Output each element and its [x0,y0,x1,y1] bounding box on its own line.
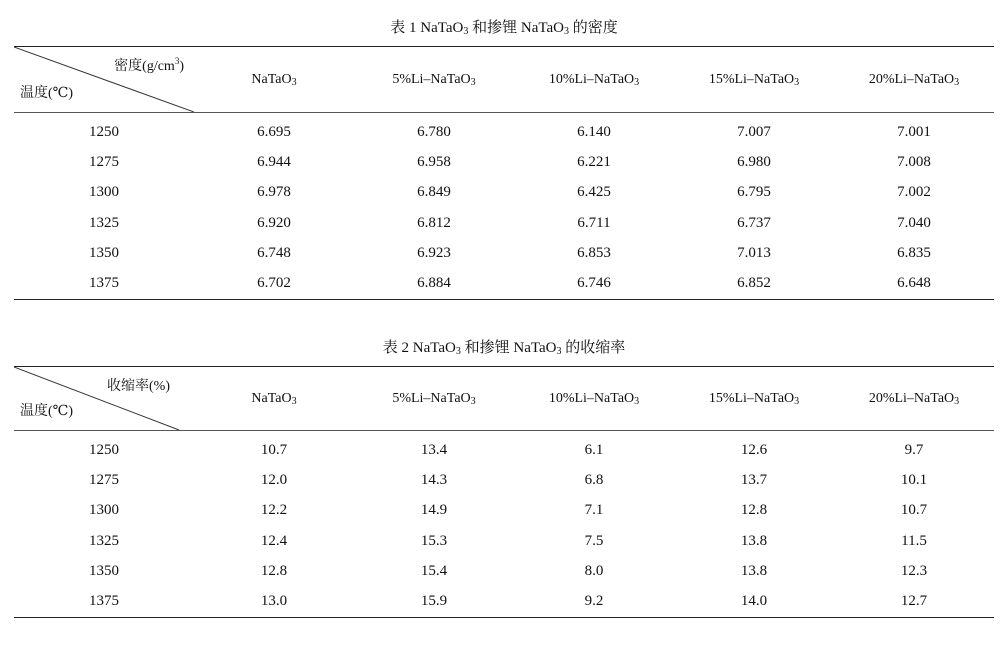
caption-text: 和掺锂 NaTaO [460,340,557,356]
caption-subscript: 3 [563,26,569,37]
header-text: 5%Li–NaTaO [392,71,471,87]
value-cell: 12.3 [900,562,928,579]
value-cell: 9.7 [904,441,924,458]
table-row [14,113,994,148]
column-header [354,367,514,431]
value-cell: 7.040 [897,214,931,231]
header-subscript: 3 [794,395,800,407]
value-cell: 7.013 [737,244,771,261]
value-cell: 6.711 [577,214,611,231]
value-cell: 6.853 [577,244,611,261]
header-subscript: 3 [291,395,297,407]
value-cell: 6.8 [584,471,604,488]
table-row [14,556,994,586]
value-cell: 6.884 [417,275,451,292]
value-cell: 6.695 [257,123,291,140]
value-cell: 15.4 [420,562,448,579]
table-row [14,465,994,495]
caption-subscript: 3 [455,346,461,357]
table-header-row [14,47,994,113]
temperature-cell: 1300 [89,184,119,201]
column-header [514,367,674,431]
label-text: 密度(g/cm [114,59,175,74]
header-text: 10%Li–NaTaO [548,71,635,87]
table-header-row [14,367,994,431]
value-cell: 12.6 [740,441,768,458]
caption-subscript: 3 [463,26,469,37]
temperature-cell: 1250 [89,441,119,458]
header-subscript: 3 [470,76,476,88]
temperature-cell: 1275 [89,153,119,170]
value-cell: 6.737 [737,214,771,231]
value-cell: 15.9 [420,593,448,610]
row-axis-label: 温度(℃) [20,404,73,419]
caption-text: 的密度 [568,20,618,36]
value-cell: 6.780 [417,123,451,140]
value-cell: 13.8 [740,532,768,549]
table-row [14,496,994,526]
table-row [14,431,994,466]
temperature-cell: 1275 [89,471,119,488]
value-cell: 6.795 [737,184,771,201]
column-axis-label [114,55,184,75]
column-header [834,47,994,113]
temperature-cell: 1250 [89,123,119,140]
temperature-cell: 1375 [89,593,119,610]
value-cell: 12.2 [260,502,288,519]
caption-text: 和掺锂 NaTaO [468,20,564,36]
column-header [674,367,834,431]
value-cell: 7.1 [584,502,604,519]
caption-text: 的收缩率 [561,340,626,356]
temperature-cell: 1325 [89,532,119,549]
header-subscript: 3 [794,76,800,88]
value-cell: 13.8 [740,562,768,579]
value-cell: 13.7 [740,471,768,488]
header-text: 20%Li–NaTaO [868,390,955,406]
value-cell: 6.1 [584,441,604,458]
value-cell: 13.0 [260,593,288,610]
value-cell: 6.944 [257,153,291,170]
value-cell: 6.140 [577,123,611,140]
density-table-block [14,10,994,300]
value-cell: 7.008 [897,153,931,170]
table-row [14,586,994,617]
density-table [14,46,994,300]
value-cell: 14.3 [420,471,448,488]
value-cell: 6.920 [257,214,291,231]
temperature-cell: 1325 [89,214,119,231]
value-cell: 6.958 [417,153,451,170]
column-header [674,47,834,113]
shrinkage-table [14,366,994,618]
value-cell: 9.2 [584,593,604,610]
value-cell: 12.8 [740,502,768,519]
shrinkage-table-block [14,330,994,618]
value-cell: 7.5 [584,532,604,549]
temperature-cell: 1350 [89,562,119,579]
header-subscript: 3 [291,76,297,88]
column-header [834,367,994,431]
table-row [14,526,994,556]
value-cell: 6.746 [577,275,611,292]
value-cell: 11.5 [901,532,927,549]
table-caption [14,330,994,366]
value-cell: 6.835 [897,244,931,261]
table-row [14,208,994,238]
table-row [14,268,994,299]
temperature-cell: 1300 [89,502,119,519]
row-axis-label: 温度(℃) [20,86,73,101]
temperature-cell: 1350 [89,244,119,261]
column-header [514,47,674,113]
value-cell: 12.8 [260,562,288,579]
value-cell: 6.221 [577,153,611,170]
column-header [354,47,514,113]
caption-text: 表 1 NaTaO [390,20,464,36]
value-cell: 6.812 [417,214,451,231]
column-axis-label: 收缩率(%) [107,379,170,394]
value-cell: 12.4 [260,532,288,549]
header-subscript: 3 [954,395,960,407]
value-cell: 6.980 [737,153,771,170]
value-cell: 6.849 [417,184,451,201]
header-text: 15%Li–NaTaO [708,71,795,87]
header-subscript: 3 [954,76,960,88]
value-cell: 10.7 [900,502,928,519]
label-superscript: 3 [174,56,180,66]
caption-subscript: 3 [556,346,562,357]
value-cell: 6.978 [257,184,291,201]
header-text: NaTaO [251,390,292,406]
header-text: NaTaO [251,71,292,87]
table-row [14,147,994,177]
value-cell: 14.9 [420,502,448,519]
value-cell: 7.001 [897,123,931,140]
table-caption [14,10,994,46]
value-cell: 8.0 [584,562,604,579]
value-cell: 6.852 [737,275,771,292]
value-cell: 12.0 [260,471,288,488]
value-cell: 6.648 [897,275,931,292]
table-row [14,238,994,268]
column-header [194,367,354,431]
header-text: 15%Li–NaTaO [708,390,795,406]
column-header [194,47,354,113]
value-cell: 13.4 [420,441,448,458]
value-cell: 6.425 [577,184,611,201]
corner-header-cell [14,47,194,113]
value-cell: 6.702 [257,275,291,292]
value-cell: 14.0 [740,593,768,610]
label-text: ) [179,59,184,74]
value-cell: 6.923 [417,244,451,261]
value-cell: 12.7 [900,593,928,610]
value-cell: 10.7 [260,441,288,458]
table-row [14,178,994,208]
value-cell: 15.3 [420,532,448,549]
header-text: 20%Li–NaTaO [868,71,955,87]
header-text: 10%Li–NaTaO [548,390,635,406]
corner-header-cell [14,367,194,431]
caption-text: 表 2 NaTaO [382,340,456,356]
temperature-cell: 1375 [89,275,119,292]
header-subscript: 3 [634,76,640,88]
value-cell: 10.1 [900,471,928,488]
header-text: 5%Li–NaTaO [392,390,471,406]
header-subscript: 3 [634,395,640,407]
value-cell: 6.748 [257,244,291,261]
header-subscript: 3 [470,395,476,407]
value-cell: 7.002 [897,184,931,201]
value-cell: 7.007 [737,123,771,140]
